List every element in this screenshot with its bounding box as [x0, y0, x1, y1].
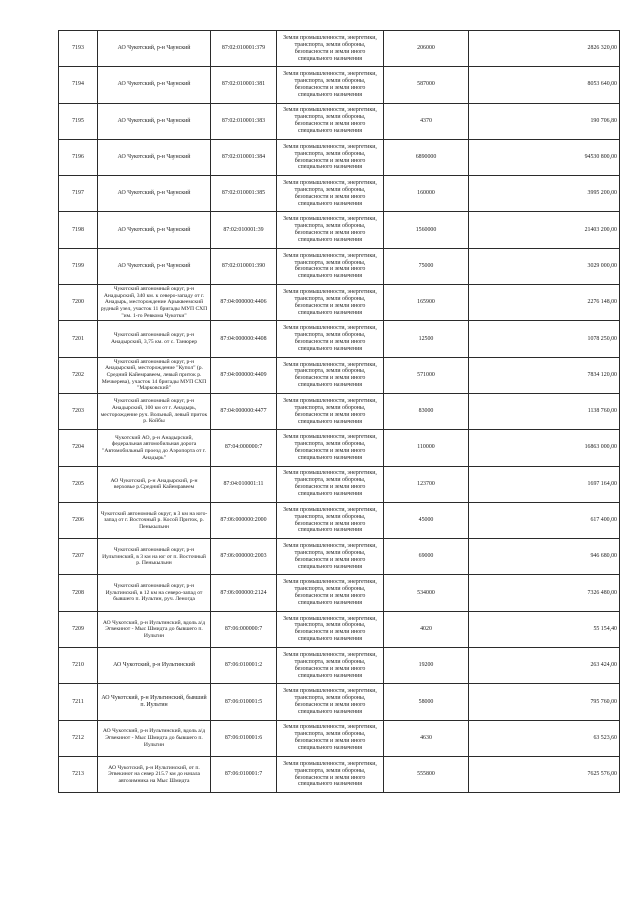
row-land-category: Земли промышленности, энергетики, транспорта, земли обороны, безопасности и земли иного специального назначения — [277, 139, 384, 175]
row-cadastral-value: 1078 250,00 — [469, 321, 620, 357]
row-area: 1560000 — [384, 212, 469, 248]
row-location: Чукотский АО, р-н Анадырский, федеральная автомобильная дорога "Автомобильный проезд до Аэропорта от г. Анадырь" — [98, 430, 211, 466]
row-cadastral-number: 87:06:000000:7 — [211, 611, 277, 647]
row-cadastral-value: 7834 120,00 — [469, 357, 620, 393]
row-area: 555800 — [384, 756, 469, 792]
row-area: 206000 — [384, 31, 469, 67]
row-cadastral-value: 7625 576,00 — [469, 756, 620, 792]
row-cadastral-number: 87:02:010001:390 — [211, 248, 277, 284]
row-location: АО Чукотский, р-н Иультинский, от п. Эгвекинот на север 215.7 км до начала автозимника на Мыс Шмидта — [98, 756, 211, 792]
row-location: АО Чукотский, р-н Иультинский, вдоль а/д Эгвекинот - Мыс Шмидта до бывшего п. Иультин — [98, 611, 211, 647]
table-row — [59, 756, 620, 792]
row-land-category: Земли промышленности, энергетики, транспорта, земли обороны, безопасности и земли иного специального назначения — [277, 539, 384, 575]
row-number: 7210 — [59, 648, 98, 684]
row-area: 45000 — [384, 502, 469, 538]
table-row — [59, 357, 620, 393]
row-area: 571000 — [384, 357, 469, 393]
row-cadastral-number: 87:02:010001:39 — [211, 212, 277, 248]
row-land-category: Земли промышленности, энергетики, транспорта, земли обороны, безопасности и земли иного специального назначения — [277, 103, 384, 139]
row-location: АО Чукотский, р-н Чаунский — [98, 212, 211, 248]
row-land-category: Земли промышленности, энергетики, транспорта, земли обороны, безопасности и земли иного специального назначения — [277, 321, 384, 357]
row-cadastral-value: 63 523,60 — [469, 720, 620, 756]
row-area: 75000 — [384, 248, 469, 284]
row-cadastral-number: 87:06:010001:7 — [211, 756, 277, 792]
row-location: Чукотский автономный округ, р-н Анадырский, месторождение "Купол" (р. Средний Кайемравеем, левый приток р. Мечкерева), участок 14 бригады МУП СХП "Марковский" — [98, 357, 211, 393]
table-row — [59, 176, 620, 212]
row-cadastral-number: 87:06:010001:6 — [211, 720, 277, 756]
row-number: 7195 — [59, 103, 98, 139]
row-cadastral-value: 263 424,00 — [469, 648, 620, 684]
row-area: 587000 — [384, 67, 469, 103]
row-cadastral-value: 3029 000,00 — [469, 248, 620, 284]
row-area: 4630 — [384, 720, 469, 756]
row-area: 6890000 — [384, 139, 469, 175]
row-number: 7205 — [59, 466, 98, 502]
row-cadastral-value: 2276 148,00 — [469, 285, 620, 321]
row-land-category: Земли промышленности, энергетики, транспорта, земли обороны, безопасности и земли иного специального назначения — [277, 176, 384, 212]
row-area: 160000 — [384, 176, 469, 212]
row-location: Чукотский автономный округ, в 3 км на юго-запад от г. Восточный р. Косой Приток, р. Пенькыльнн — [98, 502, 211, 538]
table-row — [59, 248, 620, 284]
row-land-category: Земли промышленности, энергетики, транспорта, земли обороны, безопасности и земли иного специального назначения — [277, 502, 384, 538]
table-row — [59, 575, 620, 611]
row-area: 110000 — [384, 430, 469, 466]
row-number: 7209 — [59, 611, 98, 647]
row-location: АО Чукотский, р-н Чаунский — [98, 139, 211, 175]
table-row — [59, 502, 620, 538]
row-land-category: Земли промышленности, энергетики, транспорта, земли обороны, безопасности и земли иного специального назначения — [277, 648, 384, 684]
table-row — [59, 139, 620, 175]
table-row — [59, 103, 620, 139]
row-location: АО Чукотский, р-н Чаунский — [98, 176, 211, 212]
row-location: Чукотский автономный округ, р-н Анадырский, 3,75 км. от с. Танюрер — [98, 321, 211, 357]
row-land-category: Земли промышленности, энергетики, транспорта, земли обороны, безопасности и земли иного специального назначения — [277, 430, 384, 466]
row-area: 58000 — [384, 684, 469, 720]
row-cadastral-value: 1138 760,00 — [469, 393, 620, 429]
row-cadastral-value: 55 154,40 — [469, 611, 620, 647]
row-cadastral-number: 87:04:000000:7 — [211, 430, 277, 466]
row-location: АО Чукотский, р-н Чаунский — [98, 31, 211, 67]
row-cadastral-number: 87:06:000000:2124 — [211, 575, 277, 611]
row-cadastral-value: 1697 164,00 — [469, 466, 620, 502]
row-cadastral-number: 87:04:000000:4477 — [211, 393, 277, 429]
table-row — [59, 611, 620, 647]
row-cadastral-number: 87:04:000000:4406 — [211, 285, 277, 321]
row-cadastral-number: 87:06:010001:5 — [211, 684, 277, 720]
row-cadastral-number: 87:04:000000:4408 — [211, 321, 277, 357]
row-area: 69000 — [384, 539, 469, 575]
row-area: 165900 — [384, 285, 469, 321]
table-row — [59, 466, 620, 502]
row-location: АО Чукотский, р-н Анадырский, р-н верховье р.Средний Кайемравеем — [98, 466, 211, 502]
row-number: 7200 — [59, 285, 98, 321]
row-area: 19200 — [384, 648, 469, 684]
table-row — [59, 648, 620, 684]
row-land-category: Земли промышленности, энергетики, транспорта, земли обороны, безопасности и земли иного специального назначения — [277, 611, 384, 647]
row-cadastral-value: 617 400,00 — [469, 502, 620, 538]
row-area: 12500 — [384, 321, 469, 357]
row-cadastral-value: 94530 800,00 — [469, 139, 620, 175]
row-cadastral-number: 87:06:010001:2 — [211, 648, 277, 684]
table-row — [59, 31, 620, 67]
row-area: 4020 — [384, 611, 469, 647]
row-cadastral-value: 8053 640,00 — [469, 67, 620, 103]
row-land-category: Земли промышленности, энергетики, транспорта, земли обороны, безопасности и земли иного специального назначения — [277, 575, 384, 611]
row-location: Чукотский автономный округ, р-н Анадырский, 100 км от г. Анадырь, месторождение руч. Вольный, левый приток р. Койбы — [98, 393, 211, 429]
table-row — [59, 67, 620, 103]
row-cadastral-number: 87:02:010001:383 — [211, 103, 277, 139]
row-land-category: Земли промышленности, энергетики, транспорта, земли обороны, безопасности и земли иного специального назначения — [277, 393, 384, 429]
row-number: 7208 — [59, 575, 98, 611]
row-area: 534000 — [384, 575, 469, 611]
table-row — [59, 285, 620, 321]
row-cadastral-number: 87:04:000000:4409 — [211, 357, 277, 393]
row-cadastral-number: 87:02:010001:385 — [211, 176, 277, 212]
table-row — [59, 393, 620, 429]
row-number: 7196 — [59, 139, 98, 175]
row-number: 7212 — [59, 720, 98, 756]
row-area: 4370 — [384, 103, 469, 139]
row-number: 7197 — [59, 176, 98, 212]
row-cadastral-number: 87:06:000000:2000 — [211, 502, 277, 538]
row-location: АО Чукотский, р-н Иультинский — [98, 648, 211, 684]
row-land-category: Земли промышленности, энергетики, транспорта, земли обороны, безопасности и земли иного специального назначения — [277, 357, 384, 393]
row-cadastral-number: 87:02:010001:384 — [211, 139, 277, 175]
row-location: АО Чукотский, р-н Чаунский — [98, 67, 211, 103]
row-location: АО Чукотский, р-н Иультинский, вдоль а/д Эгвекинот - Мыс Шмидта до бывшего п. Иультин — [98, 720, 211, 756]
row-cadastral-value: 3995 200,00 — [469, 176, 620, 212]
row-land-category: Земли промышленности, энергетики, транспорта, земли обороны, безопасности и земли иного специального назначения — [277, 466, 384, 502]
row-number: 7194 — [59, 67, 98, 103]
row-land-category: Земли промышленности, энергетики, транспорта, земли обороны, безопасности и земли иного специального назначения — [277, 720, 384, 756]
registry-table-body — [59, 31, 620, 793]
row-location: Чукотский автономный округ, р-н Иультинский, в 3 км на юг от п. Восточный р. Пенькыльнн — [98, 539, 211, 575]
row-land-category: Земли промышленности, энергетики, транспорта, земли обороны, безопасности и земли иного специального назначения — [277, 31, 384, 67]
row-number: 7198 — [59, 212, 98, 248]
row-location: АО Чукотский, р-н Иультинский, бывший п. Иультин — [98, 684, 211, 720]
row-number: 7193 — [59, 31, 98, 67]
row-number: 7213 — [59, 756, 98, 792]
row-cadastral-number: 87:02:010001:381 — [211, 67, 277, 103]
row-location: Чукотский автономный округ, р-н Анадырский, 340 км. к северо-западу от г. Анадырь, месторождение Арыквеемский рудный узел, участок 11 бригады МУП СХП "им. 1-го Ревкома Чукотки" — [98, 285, 211, 321]
row-number: 7207 — [59, 539, 98, 575]
row-number: 7204 — [59, 430, 98, 466]
row-cadastral-number: 87:04:010001:11 — [211, 466, 277, 502]
row-location: АО Чукотский, р-н Чаунский — [98, 248, 211, 284]
row-location: Чукотский автономный округ, р-н Иультинский, в 12 км на северо-запад от бывшего п. Иультин, руч. Леногда — [98, 575, 211, 611]
row-area: 123700 — [384, 466, 469, 502]
row-number: 7203 — [59, 393, 98, 429]
row-number: 7201 — [59, 321, 98, 357]
row-number: 7211 — [59, 684, 98, 720]
row-cadastral-value: 21403 200,00 — [469, 212, 620, 248]
table-row — [59, 539, 620, 575]
row-cadastral-number: 87:02:010001:379 — [211, 31, 277, 67]
row-cadastral-value: 2826 320,00 — [469, 31, 620, 67]
row-number: 7199 — [59, 248, 98, 284]
row-cadastral-number: 87:06:000000:2003 — [211, 539, 277, 575]
row-number: 7206 — [59, 502, 98, 538]
table-row — [59, 684, 620, 720]
row-land-category: Земли промышленности, энергетики, транспорта, земли обороны, безопасности и земли иного специального назначения — [277, 67, 384, 103]
table-row — [59, 212, 620, 248]
row-land-category: Земли промышленности, энергетики, транспорта, земли обороны, безопасности и земли иного специального назначения — [277, 212, 384, 248]
row-land-category: Земли промышленности, энергетики, транспорта, земли обороны, безопасности и земли иного специального назначения — [277, 285, 384, 321]
row-land-category: Земли промышленности, энергетики, транспорта, земли обороны, безопасности и земли иного специального назначения — [277, 248, 384, 284]
row-cadastral-value: 946 680,00 — [469, 539, 620, 575]
row-land-category: Земли промышленности, энергетики, транспорта, земли обороны, безопасности и земли иного специального назначения — [277, 684, 384, 720]
row-cadastral-value: 190 706,80 — [469, 103, 620, 139]
land-registry-table — [58, 30, 620, 793]
row-cadastral-value: 7326 480,00 — [469, 575, 620, 611]
row-area: 83000 — [384, 393, 469, 429]
table-row — [59, 430, 620, 466]
table-row — [59, 720, 620, 756]
row-number: 7202 — [59, 357, 98, 393]
table-row — [59, 321, 620, 357]
row-land-category: Земли промышленности, энергетики, транспорта, земли обороны, безопасности и земли иного специального назначения — [277, 756, 384, 792]
row-location: АО Чукотский, р-н Чаунский — [98, 103, 211, 139]
row-cadastral-value: 795 760,00 — [469, 684, 620, 720]
row-cadastral-value: 16863 000,00 — [469, 430, 620, 466]
